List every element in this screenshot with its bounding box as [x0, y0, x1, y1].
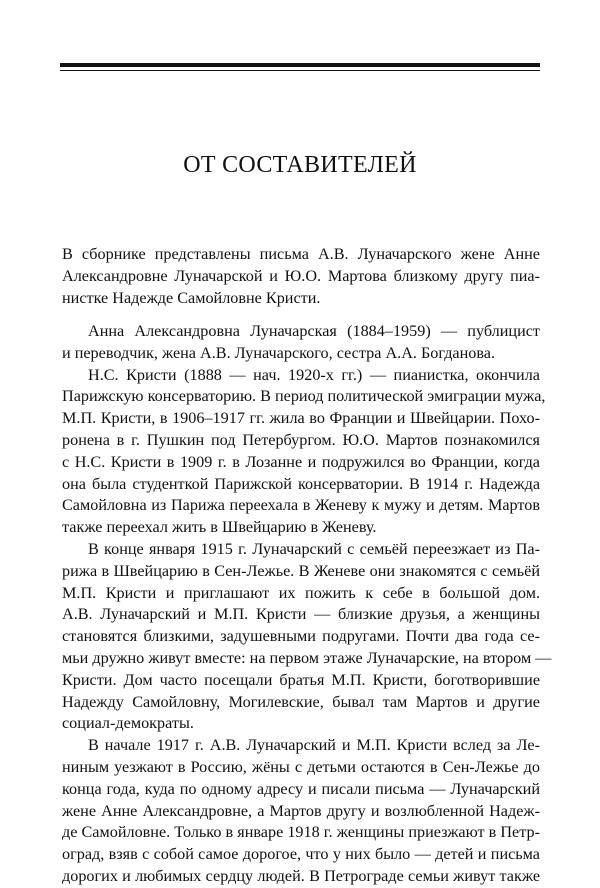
intro-paragraph: [62, 244, 540, 309]
text-line: социал-демократы.: [62, 714, 194, 733]
text-line: Кристи. Дом часто посещали братья М.П. Кристи, боготворившие: [62, 670, 540, 689]
body-paragraph: [62, 539, 552, 735]
text-line: она была студенткой Парижской консерватории. В 1914 г. Надежда: [62, 474, 540, 493]
text-line: Н.С. Кристи (1888 — нач. 1920-х гг.) — пианистка, окончила: [88, 365, 540, 384]
page-title: ОТ СОСТАВИТЕЛЕЙ: [183, 152, 417, 178]
text-line: ниным уезжают в Россию, жёны с детьми остаются в Сен-Лежье до: [62, 757, 540, 776]
text-line: жене Анне Александровне, а Мартов другу и возлюбленной Надеж-: [62, 801, 540, 820]
text-line: Александровне Луначарской и Ю.О. Мартова близкому другу пиа-: [62, 266, 540, 285]
header-rule-thin: [60, 70, 540, 71]
body-paragraph: [62, 735, 540, 888]
body-text: [62, 321, 552, 888]
text-line: также переехал жить в Швейцарию в Женеву.: [62, 518, 377, 537]
text-line: и переводчик, жена А.В. Луначарского, сестра А.А. Богданова.: [62, 343, 496, 362]
text-line: оград, взяв с собой самое дорогое, что у них было — детей и письма: [62, 845, 540, 864]
text-line: Анна Александровна Луначарская (1884–1959) — публицист: [88, 322, 540, 340]
text-line: А.В. Луначарский и М.П. Кристи — близкие друзья, а женщины: [62, 605, 540, 624]
text-line: М.П. Кристи, в 1906–1917 гг. жила во Франции и Швейцарии. Похо-: [62, 409, 540, 428]
text-line: с Н.С. Кристи в 1909 г. в Лозанне и подружился во Франции, когда: [62, 452, 540, 471]
text-line: ронена в г. Пушкин под Петербургом. Ю.О. Мартов познакомился: [62, 430, 540, 449]
text-line: де Самойловне. Только в январе 1918 г. женщины приезжают в Петр-: [62, 823, 540, 842]
text-line: Самойловна из Парижа переехала в Женеву к мужу и детям. Мартов: [62, 496, 540, 515]
text-line: В конце января 1915 г. Луначарский с семьёй переезжает из Па-: [88, 539, 540, 558]
text-line: становятся близкими, задушевными подругами. Почти два года се-: [62, 627, 540, 646]
text-line: В начале 1917 г. А.В. Луначарский и М.П. Кристи вслед за Ле-: [88, 736, 540, 755]
text-line: Надежду Самойловну, Могилевские, бывал там Мартов и другие: [62, 692, 540, 711]
text-line: конца года, куда по одному адресу и писали письма — Луначарский: [62, 779, 540, 798]
text-line: М.П. Кристи и приглашают их пожить к себе в большой дом.: [62, 583, 540, 602]
body-paragraph: [62, 365, 546, 539]
text-line: Парижскую консерваторию. В период политической эмиграции мужа,: [62, 387, 546, 406]
body-paragraph: [62, 321, 540, 365]
text-line: дорогих и любимых сердцу людей. В Петрограде семьи живут также: [62, 866, 540, 885]
text-line: рижа в Швейцарию в Сен-Лежье. В Женеве они знакомятся с семьёй: [62, 561, 540, 580]
header-rule-thick: [60, 63, 540, 67]
text-line: нистке Надежде Самойловне Кристи.: [62, 288, 321, 307]
text-line: В сборнике представлены письма А.В. Луначарского жене Анне: [62, 245, 540, 263]
text-line: мьи дружно живут вместе: на первом этаже Луначарские, на втором —: [62, 648, 552, 667]
